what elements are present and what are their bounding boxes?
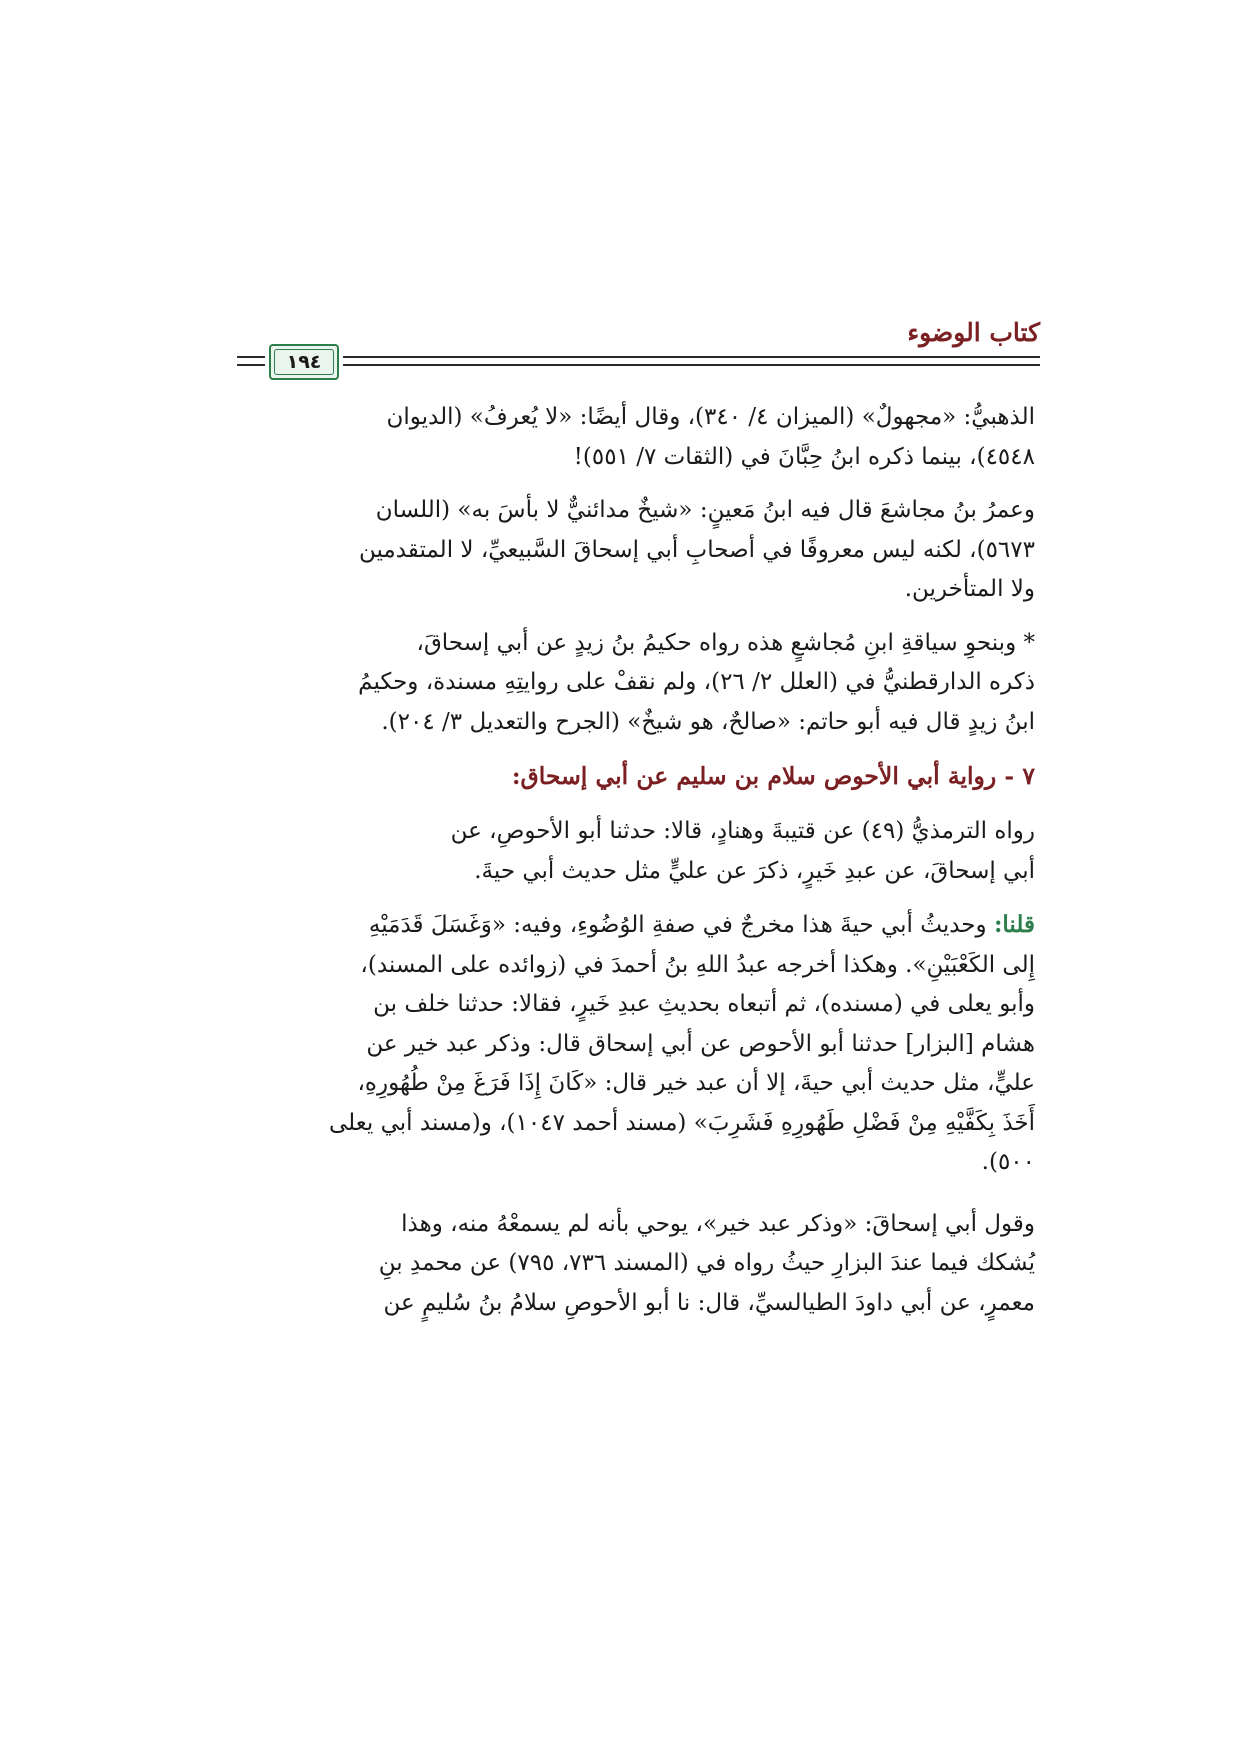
page-body: [240, 398, 1035, 1337]
text-line: عليٍّ، مثل حديث أبي حيةَ، إلا أن عبد خير قال: «كَانَ إِذَا فَرَغَ مِنْ طُهُورِهِ،: [357, 1070, 1035, 1096]
text-line: ٥٦٧٣)، لكنه ليس معروفًا في أصحابِ أبي إسحاقَ السَّبيعيِّ، لا المتقدمين: [358, 536, 1035, 563]
paragraph: [240, 491, 1035, 610]
header-rule: [237, 364, 265, 366]
text-line: معمرٍ، عن أبي داودَ الطيالسيِّ، قال: نا أبو الأحوصِ سلامُ بنُ سُليمٍ عن: [383, 1289, 1035, 1316]
paragraph: [240, 812, 1035, 891]
text-line: وأبو يعلى في (مسنده)، ثم أتبعاه بحديثِ عبدِ خَيرٍ، فقالا: حدثنا خلف بن: [373, 991, 1035, 1017]
text-line: * وبنحوِ سياقةِ ابنِ مُجاشعٍ هذه رواه حكيمُ بنُ زيدٍ عن أبي إسحاقَ،: [416, 629, 1035, 656]
text-line: هشام [البزار] حدثنا أبو الأحوص عن أبي إسحاق قال: وذكر عبد خير عن: [366, 1030, 1035, 1057]
header-rule: [343, 364, 1040, 366]
header-rule: [237, 356, 265, 358]
text-line: ٤٥٤٨)، بينما ذكره ابنُ حِبَّانَ في (الثقات ٧/ ٥٥١)!: [573, 443, 1035, 470]
paragraph: [240, 624, 1035, 743]
text-line: يُشكك فيما عندَ البزارِ حيثُ رواه في (المسند ٧٣٦، ٧٩٥) عن محمدِ بنِ: [378, 1250, 1035, 1276]
text-line: وعمرُ بنُ مجاشعَ قال فيه ابنُ مَعينٍ: «شيخٌ مدائنيٌّ لا بأسَ به» (اللسان: [375, 497, 1035, 523]
text-line: أبي إسحاقَ، عن عبدِ خَيرٍ، ذكرَ عن عليٍّ مثل حديث أبي حيةَ.: [474, 857, 1035, 884]
page-header: [237, 318, 1040, 388]
text-line: ابنُ زيدٍ قال فيه أبو حاتم: «صالحٌ، هو شيخٌ» (الجرح والتعديل ٣/ ٢٠٤).: [381, 708, 1035, 735]
page-number-badge: [269, 344, 339, 380]
header-rule: [343, 356, 1040, 358]
page-number: ١٩٤: [286, 351, 322, 373]
qulna-label: قلنا:: [993, 911, 1035, 938]
text-line: ذكره الدارقطنيُّ في (العلل ٢/ ٢٦)، ولم نقفْ على روايتِهِ مسندة، وحكيمُ: [358, 669, 1035, 695]
text-line: ٥٠٠).: [981, 1149, 1035, 1175]
text-line: رواه الترمذيُّ (٤٩) عن قتيبةَ وهنادٍ، قالا: حدثنا أبو الأحوصِ، عن: [450, 818, 1035, 844]
text-line: أَخَذَ بِكَفَّيْهِ مِنْ فَضْلِ طَهُورِهِ فَشَرِبَ» (مسند أحمد ١٠٤٧)، و(مسند أبي يعلى: [329, 1109, 1035, 1136]
paragraph: [240, 398, 1035, 477]
paragraph: [240, 905, 1035, 1183]
text-fragment: وحديثُ أبي حيةَ هذا مخرجٌ في صفةِ الوُضُوءِ، وفيه: «وَغَسَلَ قَدَمَيْهِ: [368, 912, 994, 938]
book-title: كتاب الوضوء: [907, 318, 1040, 347]
text-line: الذهبيُّ: «مجهولٌ» (الميزان ٤/ ٣٤٠)، وقال أيضًا: «لا يُعرفُ» (الديوان: [386, 404, 1035, 430]
text-line: وقول أبي إسحاقَ: «وذكر عبد خير»، يوحي بأنه لم يسمعْهُ منه، وهذا: [401, 1210, 1035, 1237]
text-line: ولا المتأخرين.: [904, 576, 1035, 602]
section-heading: ٧ - رواية أبي الأحوص سلام بن سليم عن أبي إسحاق:: [511, 762, 1035, 790]
text-line: إِلى الكَعْبَيْنِ». وهكذا أخرجه عبدُ اللهِ بنُ أحمدَ في (زوائده على المسند)،: [360, 951, 1035, 978]
text-line: [240, 905, 1035, 946]
paragraph: [240, 1205, 1035, 1324]
